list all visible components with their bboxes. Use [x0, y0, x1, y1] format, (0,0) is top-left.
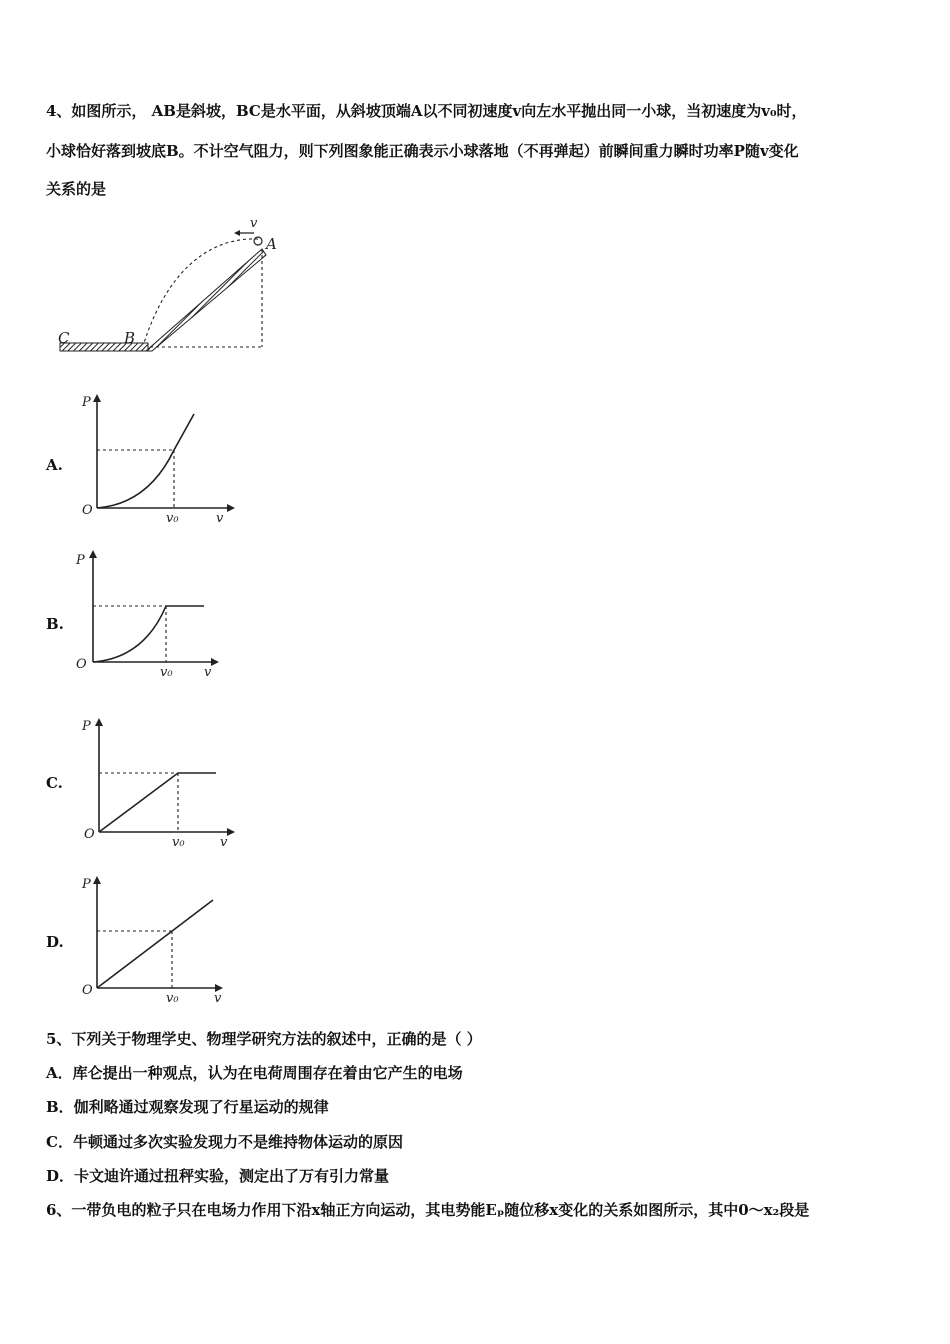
v-label: v: [214, 991, 222, 1006]
option-c-label: C.: [46, 774, 63, 792]
option-b-label: B.: [46, 615, 64, 633]
q4-stem-line-2: 小球恰好落到坡底B。不计空气阻力，则下列图象能正确表示小球落地（不再弹起）前瞬间重力瞬时功率P随v变化: [46, 142, 799, 160]
y-arrowhead: [89, 550, 97, 558]
option-a-label: A.: [46, 456, 63, 474]
y-arrowhead: [95, 718, 103, 726]
graph-c: [80, 714, 240, 849]
q4-stem-line-1: 4、如图所示， AB是斜坡，BC是水平面，从斜坡顶端A以不同初速度v向左水平抛出同一小球，当初速度为v₀时，: [46, 102, 807, 120]
p-label: P: [82, 719, 91, 734]
x-arrowhead: [211, 658, 219, 666]
label-c: C: [58, 329, 70, 347]
v0-label: v₀: [172, 835, 185, 850]
curve: [97, 414, 194, 508]
label-v: v: [250, 216, 258, 231]
graph-b: [74, 548, 234, 683]
x-arrowhead: [227, 828, 235, 836]
y-arrowhead: [93, 394, 101, 402]
graph-a: [78, 392, 238, 527]
p-label: P: [82, 395, 91, 410]
slope-ab: [146, 249, 266, 351]
q6-stem: 6、一带负电的粒子只在电场力作用下沿x轴正方向运动，其电势能Eₚ随位移x变化的关系如图所示，其中0～x₂段是: [46, 1201, 810, 1219]
ball: [254, 237, 262, 245]
graph-d: [78, 872, 238, 1007]
v0-label: v₀: [160, 665, 173, 680]
q5-option-d: D．卡文迪许通过扭秤实验，测定出了万有引力常量: [46, 1167, 390, 1185]
x-arrowhead: [227, 504, 235, 512]
origin-label: O: [82, 983, 93, 998]
v-label: v: [216, 511, 224, 526]
slope-figure: [56, 215, 296, 360]
curve: [99, 773, 216, 832]
origin-label: O: [82, 503, 93, 518]
label-a: A: [266, 235, 277, 253]
trajectory: [144, 239, 258, 343]
curve: [93, 606, 204, 662]
velocity-arrowhead: [234, 230, 240, 236]
q5-option-a: A．库仑提出一种观点，认为在电荷周围存在着由它产生的电场: [46, 1064, 463, 1082]
option-d-label: D.: [46, 933, 64, 951]
q5-option-b: B．伽利略通过观察发现了行星运动的规律: [46, 1098, 329, 1116]
q5-stem: 5、下列关于物理学史、物理学研究方法的叙述中，正确的是（ ）: [46, 1030, 482, 1048]
q5-option-c: C．牛顿通过多次实验发现力不是维持物体运动的原因: [46, 1133, 403, 1151]
q4-stem-line-3: 关系的是: [46, 180, 107, 198]
origin-label: O: [84, 827, 95, 842]
v0-label: v₀: [166, 991, 179, 1006]
p-label: P: [82, 877, 91, 892]
y-arrowhead: [93, 876, 101, 884]
p-label: P: [76, 553, 85, 568]
curve: [97, 900, 213, 988]
origin-label: O: [76, 657, 87, 672]
label-b: B: [124, 329, 136, 347]
v-label: v: [220, 835, 228, 850]
v-label: v: [204, 665, 212, 680]
v0-label: v₀: [166, 511, 179, 526]
